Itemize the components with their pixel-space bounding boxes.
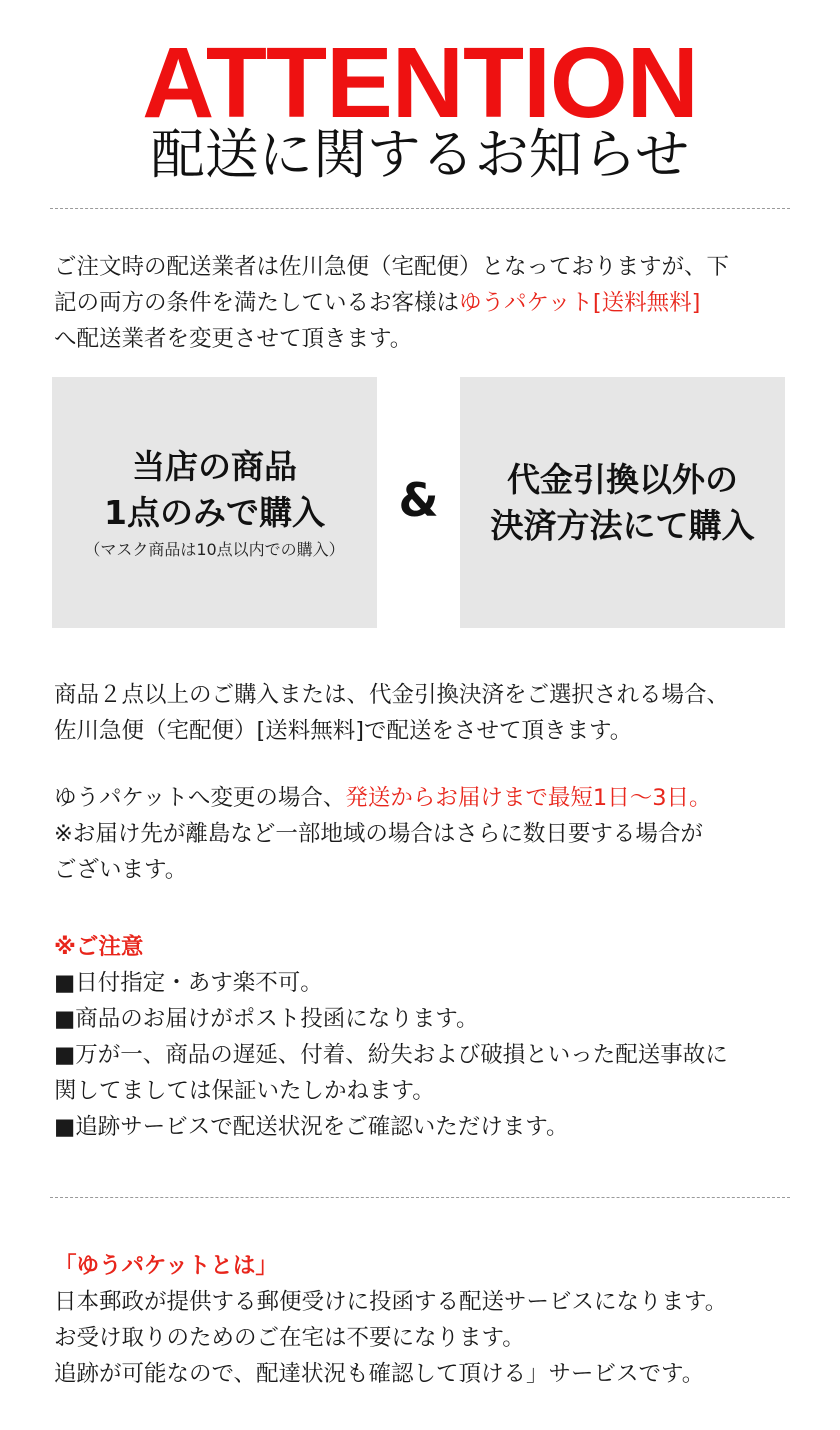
- about-line: 日本郵政が提供する郵便受けに投函する配送サービスになります。: [54, 1289, 728, 1315]
- delivery-time-line-2: ※お届け先が離島など一部地域の場合はさらに数日要する場合が: [54, 821, 703, 847]
- delivery-time-prefix: ゆうパケットへ変更の場合、: [54, 785, 346, 811]
- delivery-time-highlight: 発送からお届けまで最短1日〜3日。: [345, 785, 712, 811]
- sagawa-info-line-1: 商品２点以上のご購入または、代金引換決済をご選択される場合、: [54, 682, 730, 708]
- ampersand-connector: &: [398, 473, 439, 527]
- sagawa-info-paragraph: [54, 677, 794, 749]
- notice-item: ■万が一、商品の遅延、付着、紛失および破損といった配送事故に: [54, 1042, 728, 1068]
- intro-line-2-text: 記の両方の条件を満たしているお客様は: [54, 290, 460, 316]
- notice-item: ■商品のお届けがポスト投函になります。: [54, 1006, 479, 1032]
- condition-left-note: （マスク商品は10点以内での購入）: [84, 539, 345, 559]
- about-line: お受け取りのためのご在宅は不要になります。: [54, 1325, 525, 1351]
- condition-box-payment-method: [460, 377, 785, 628]
- intro-paragraph: [54, 249, 794, 357]
- condition-left-line-1: 当店の商品: [132, 446, 297, 486]
- intro-line-2: [54, 285, 794, 321]
- attention-title: ATTENTION: [142, 27, 698, 139]
- sagawa-info-line-2: 佐川急便（宅配便）[送料無料]で配送をさせて頂きます。: [54, 718, 633, 744]
- delivery-time-paragraph: [54, 780, 794, 888]
- notice-item: 関してましては保証いたしかねます。: [54, 1078, 435, 1104]
- intro-line-1: ご注文時の配送業者は佐川急便（宅配便）となっておりますが、下: [54, 254, 730, 280]
- about-line: 追跡が可能なので、配達状況も確認して頂ける」サービスです。: [54, 1361, 705, 1387]
- condition-right-line-1: 代金引換以外の: [507, 459, 738, 499]
- condition-left-line-2: 1点のみで購入: [104, 492, 325, 532]
- top-divider: [50, 208, 790, 209]
- intro-line-3: へ配送業者を変更させて頂きます。: [54, 326, 413, 352]
- notice-item: ■日付指定・あす楽不可。: [54, 970, 323, 996]
- delivery-time-line-1: [54, 780, 794, 816]
- notice-item: ■追跡サービスで配送状況をご確認いただけます。: [54, 1114, 569, 1140]
- condition-box-single-item: [52, 377, 377, 628]
- condition-right-line-2: 決済方法にて購入: [490, 505, 755, 545]
- yu-packet-free-shipping-highlight: ゆうパケット[送料無料]: [459, 290, 701, 316]
- about-heading: 「ゆうパケットとは」: [54, 1253, 278, 1279]
- page-subtitle: 配送に関するお知らせ: [150, 123, 690, 186]
- bottom-divider: [50, 1197, 790, 1198]
- notice-section: [54, 929, 794, 1145]
- delivery-time-line-3: ございます。: [54, 857, 188, 883]
- about-yu-packet-section: [54, 1248, 794, 1392]
- notice-heading: ※ご注意: [54, 934, 144, 960]
